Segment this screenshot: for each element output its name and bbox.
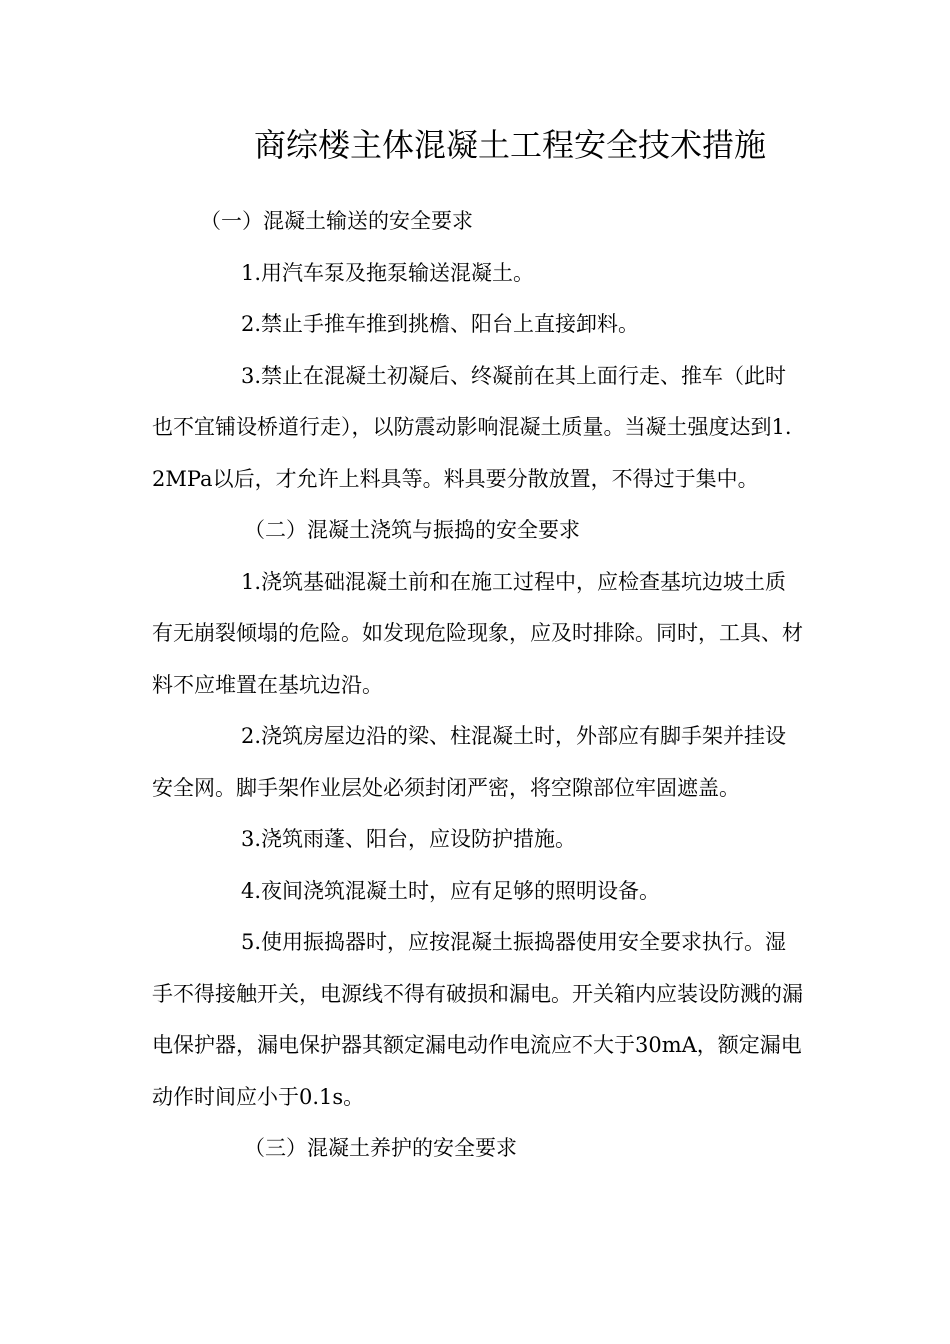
paragraph-2-3: 3.浇筑雨蓬、阳台，应设防护措施。: [241, 827, 577, 851]
paragraph-2-2: 2.浇筑房屋边沿的梁、柱混凝土时，外部应有脚手架并挂设安全网。脚手架作业层处必须封闭严密，将空隙部位牢固遮盖。: [152, 724, 787, 800]
document-body: [152, 196, 804, 1175]
paragraph-1-2: 2.禁止手推车推到挑檐、阳台上直接卸料。: [241, 312, 640, 336]
paragraph-2-1: 1.浇筑基础混凝土前和在施工过程中，应检查基坑边坡土质有无崩裂倾塌的危险。如发现危险现象，应及时排除。同时，工具、材料不应堆置在基坑边沿。: [152, 569, 803, 697]
paragraph-1-3: 3.禁止在混凝土初凝后、终凝前在其上面行走、推车（此时也不宜铺设桥道行走），以防震动影响混凝土质量。当凝土强度达到1.2MPa以后，才允许上料具等。料具要分散放置，不得过于集中。: [152, 363, 792, 491]
paragraph-2-4: 4.夜间浇筑混凝土时，应有足够的照明设备。: [241, 878, 661, 903]
section-heading-2: （二）混凝土浇筑与振捣的安全要求: [244, 518, 580, 542]
paragraph-2-5: 5.使用振捣器时，应按混凝土振捣器使用安全要求执行。湿手不得接触开关，电源线不得有破损和漏电。开关箱内应装设防溅的漏电保护器，漏电保护器其额定漏电动作电流应不大于30mA，额定漏电动作时间应小于0.1s。: [152, 930, 803, 1109]
section-heading-1: （一）混凝土输送的安全要求: [200, 209, 473, 233]
paragraph-1-1: 1.用汽车泵及拖泵输送混凝土。: [241, 260, 535, 285]
document-title: 商综楼主体混凝土工程安全技术措施: [253, 126, 766, 164]
section-heading-3: （三）混凝土养护的安全要求: [244, 1136, 517, 1160]
